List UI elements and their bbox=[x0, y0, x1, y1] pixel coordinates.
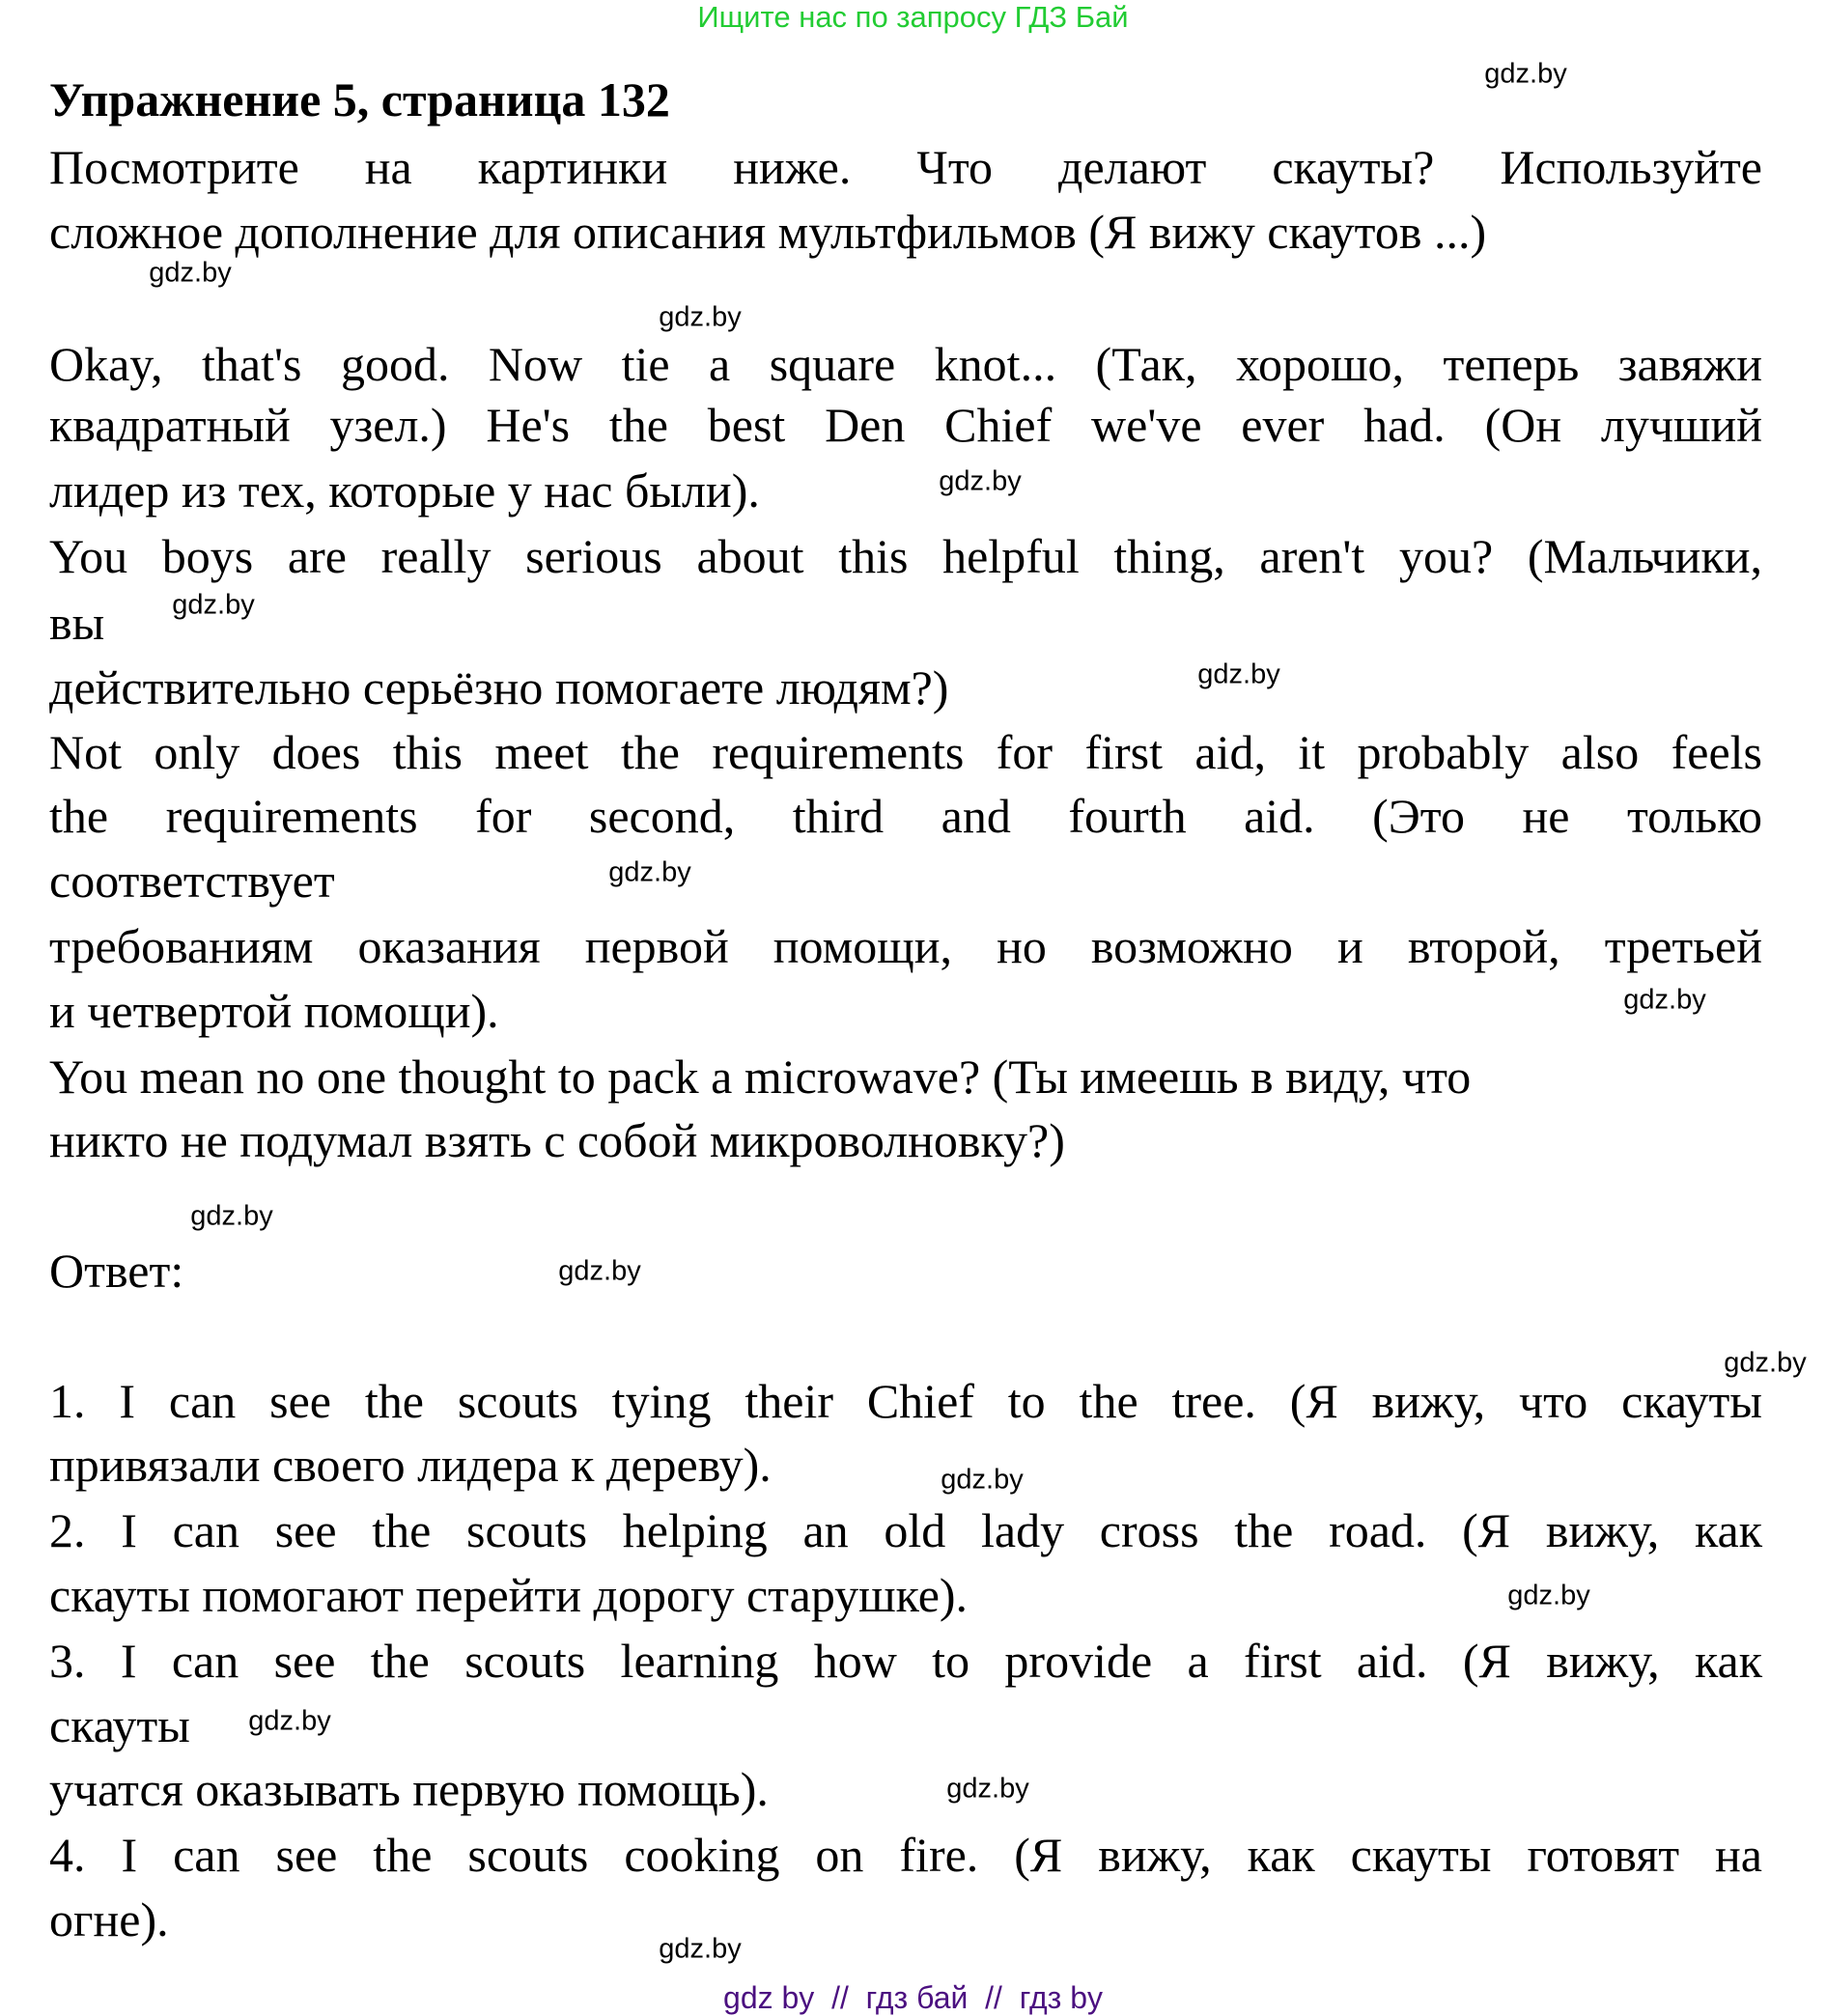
quote-line: требованиям оказания первой помощи, но возможно и второй, третьей bbox=[49, 919, 1762, 973]
footer-banner: gdz by // гдз бай // гдз by bbox=[723, 1980, 1103, 2015]
watermark: gdz.by bbox=[608, 856, 691, 888]
watermark: gdz.by bbox=[939, 465, 1022, 497]
quote-line: лидер из тех, которые у нас были). bbox=[49, 463, 760, 518]
answer-line: огне). bbox=[49, 1892, 169, 1946]
watermark: gdz.by bbox=[1724, 1347, 1807, 1379]
watermark: gdz.by bbox=[190, 1200, 273, 1232]
quote-line: действительно серьёзно помогаете людям?) bbox=[49, 660, 949, 714]
watermark: gdz.by bbox=[248, 1705, 331, 1737]
watermark: gdz.by bbox=[558, 1255, 641, 1287]
answer-line: скауты помогают перейти дорогу старушке). bbox=[49, 1568, 969, 1622]
quote-line: вы bbox=[49, 596, 105, 650]
answer-line: 1. I can see the scouts tying their Chief to the tree. (Я вижу, что скауты bbox=[49, 1374, 1762, 1428]
watermark: gdz.by bbox=[1484, 58, 1567, 90]
answer-line: скауты bbox=[49, 1698, 190, 1752]
watermark: gdz.by bbox=[1623, 984, 1706, 1016]
watermark: gdz.by bbox=[1197, 658, 1280, 690]
watermark: gdz.by bbox=[1507, 1580, 1590, 1611]
watermark: gdz.by bbox=[172, 589, 255, 621]
answer-line: 2. I can see the scouts helping an old lady cross the road. (Я вижу, как bbox=[49, 1503, 1762, 1557]
quote-line: the requirements for second, third and fourth aid. (Это не только bbox=[49, 789, 1762, 843]
quote-line: Not only does this meet the requirements for first aid, it probably also feels bbox=[49, 725, 1762, 779]
watermark: gdz.by bbox=[941, 1464, 1024, 1496]
quote-line: You mean no one thought to pack a microwave? (Ты имеешь в виду, что bbox=[49, 1050, 1472, 1104]
quote-line: и четвертой помощи). bbox=[49, 984, 499, 1038]
quote-line: никто не подумал взять с собой микроволновку?) bbox=[49, 1113, 1065, 1167]
answer-label: Ответ: bbox=[49, 1244, 184, 1298]
quote-line: You boys are really serious about this helpful thing, aren't you? (Мальчики, bbox=[49, 529, 1762, 583]
answer-line: 3. I can see the scouts learning how to provide a first aid. (Я вижу, как bbox=[49, 1634, 1762, 1688]
watermark: gdz.by bbox=[946, 1773, 1029, 1805]
quote-line: Okay, that's good. Now tie a square knot... (Так, хорошо, теперь завяжи bbox=[49, 337, 1762, 391]
search-banner: Ищите нас по запросу ГДЗ Бай bbox=[697, 0, 1129, 34]
quote-line: соответствует bbox=[49, 854, 335, 908]
answer-line: учатся оказывать первую помощь). bbox=[49, 1762, 769, 1816]
watermark: gdz.by bbox=[659, 1933, 742, 1965]
task-line: сложное дополнение для описания мультфильмов (Я вижу скаутов ...) bbox=[49, 205, 1487, 259]
watermark: gdz.by bbox=[659, 301, 742, 333]
task-line: Посмотрите на картинки ниже. Что делают скауты? Используйте bbox=[49, 140, 1762, 194]
watermark: gdz.by bbox=[149, 257, 232, 289]
answer-line: привязали своего лидера к дереву). bbox=[49, 1438, 772, 1492]
answer-line: 4. I can see the scouts cooking on fire. (Я вижу, как скауты готовят на bbox=[49, 1828, 1762, 1882]
page-title: Упражнение 5, страница 132 bbox=[49, 72, 670, 126]
quote-line: квадратный узел.) He's the best Den Chief we've ever had. (Он лучший bbox=[49, 398, 1762, 452]
